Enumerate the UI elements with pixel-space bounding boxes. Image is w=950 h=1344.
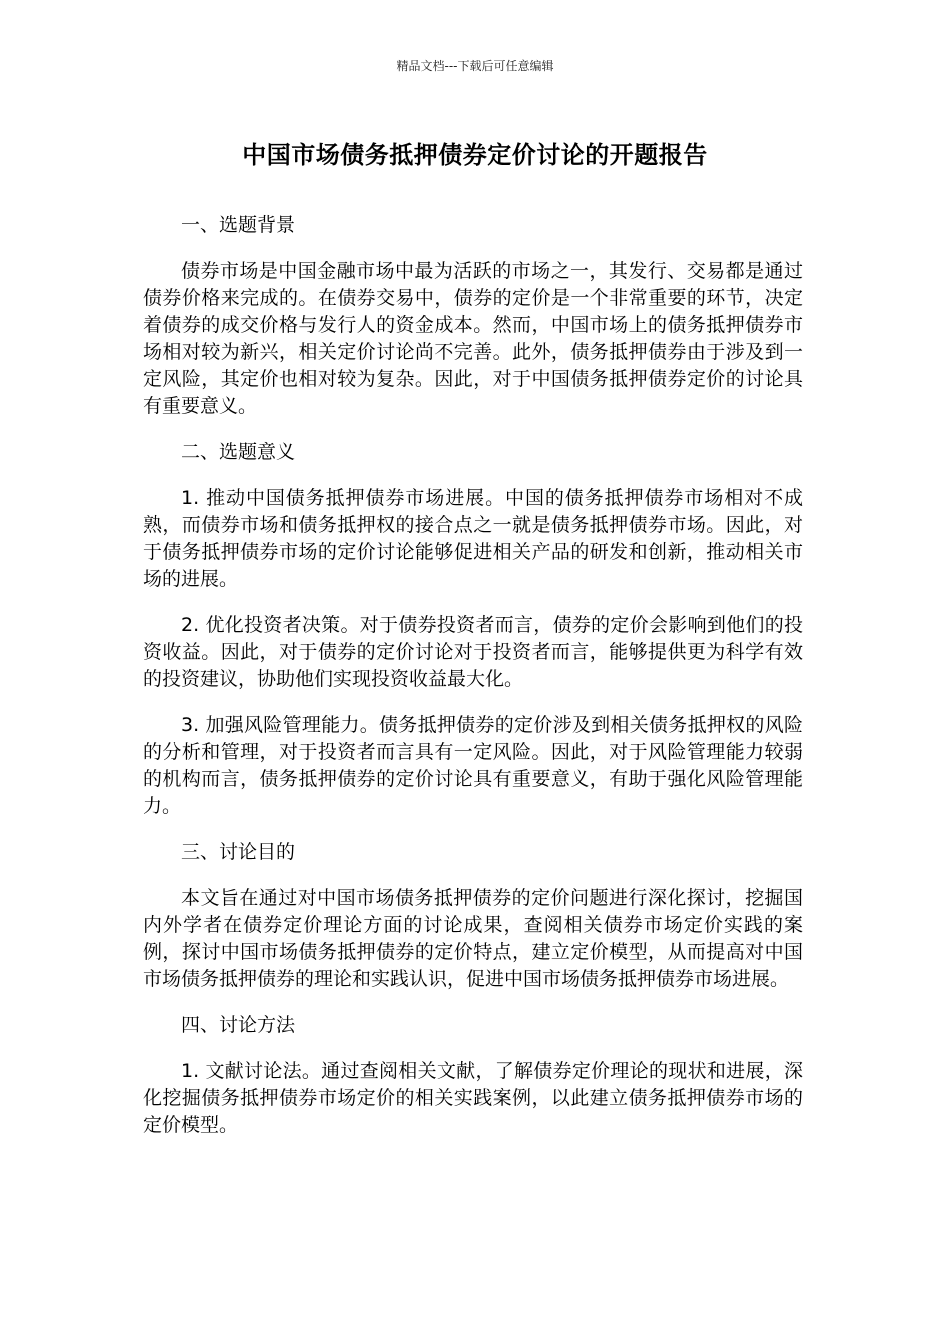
paragraph-significance-1: 1. 推动中国债务抵押债券市场进展。中国的债务抵押债券市场相对不成熟，而债券市场和债务抵押权的接合点之一就是债务抵押债券市场。因此，对于债务抵押债券市场的定价讨论能够促进相关产品的研发和创新，推动相关市场的进展。 [143,487,803,590]
section-heading-purpose: 三、讨论目的 [181,841,296,863]
section-heading-significance: 二、选题意义 [181,441,296,463]
paragraph-purpose: 本文旨在通过对中国市场债务抵押债券的定价问题进行深化探讨，挖掘国内外学者在债券定价理论方面的讨论成果，查阅相关债券市场定价实践的案例，探讨中国市场债务抵押债券的定价特点，建立定价模型，从而提高对中国市场债务抵押债券的理论和实践认识，促进中国市场债务抵押债券市场进展。 [143,887,803,990]
paragraph-significance-3: 3. 加强风险管理能力。债务抵押债券的定价涉及到相关债务抵押权的风险的分析和管理，对于投资者而言具有一定风险。因此，对于风险管理能力较弱的机构而言，债务抵押债券的定价讨论具有重要意义，有助于强化风险管理能力。 [143,714,803,817]
paragraph-significance-2: 2. 优化投资者决策。对于债券投资者而言，债券的定价会影响到他们的投资收益。因此，对于债券的定价讨论对于投资者而言，能够提供更为科学有效的投资建议，协助他们实现投资收益最大化。 [143,614,803,690]
paragraph-background: 债券市场是中国金融市场中最为活跃的市场之一，其发行、交易都是通过债券价格来完成的。在债券交易中，债券的定价是一个非常重要的环节，决定着债券的成交价格与发行人的资金成本。然而，中国市场上的债务抵押债券市场相对较为新兴，相关定价讨论尚不完善。此外，债务抵押债券由于涉及到一定风险，其定价也相对较为复杂。因此，对于中国债务抵押债券定价的讨论具有重要意义。 [143,260,803,417]
document-title: 中国市场债务抵押债券定价讨论的开题报告 [242,141,708,169]
paragraph-method-1: 1. 文献讨论法。通过查阅相关文献，了解债券定价理论的现状和进展，深化挖掘债务抵押债券市场定价的相关实践案例，以此建立债务抵押债券市场的定价模型。 [143,1060,803,1136]
header-note: 精品文档---下载后可任意编辑 [396,59,554,73]
document-body [143,212,803,1158]
section-heading-background: 一、选题背景 [181,214,296,236]
section-heading-method: 四、讨论方法 [181,1014,296,1036]
